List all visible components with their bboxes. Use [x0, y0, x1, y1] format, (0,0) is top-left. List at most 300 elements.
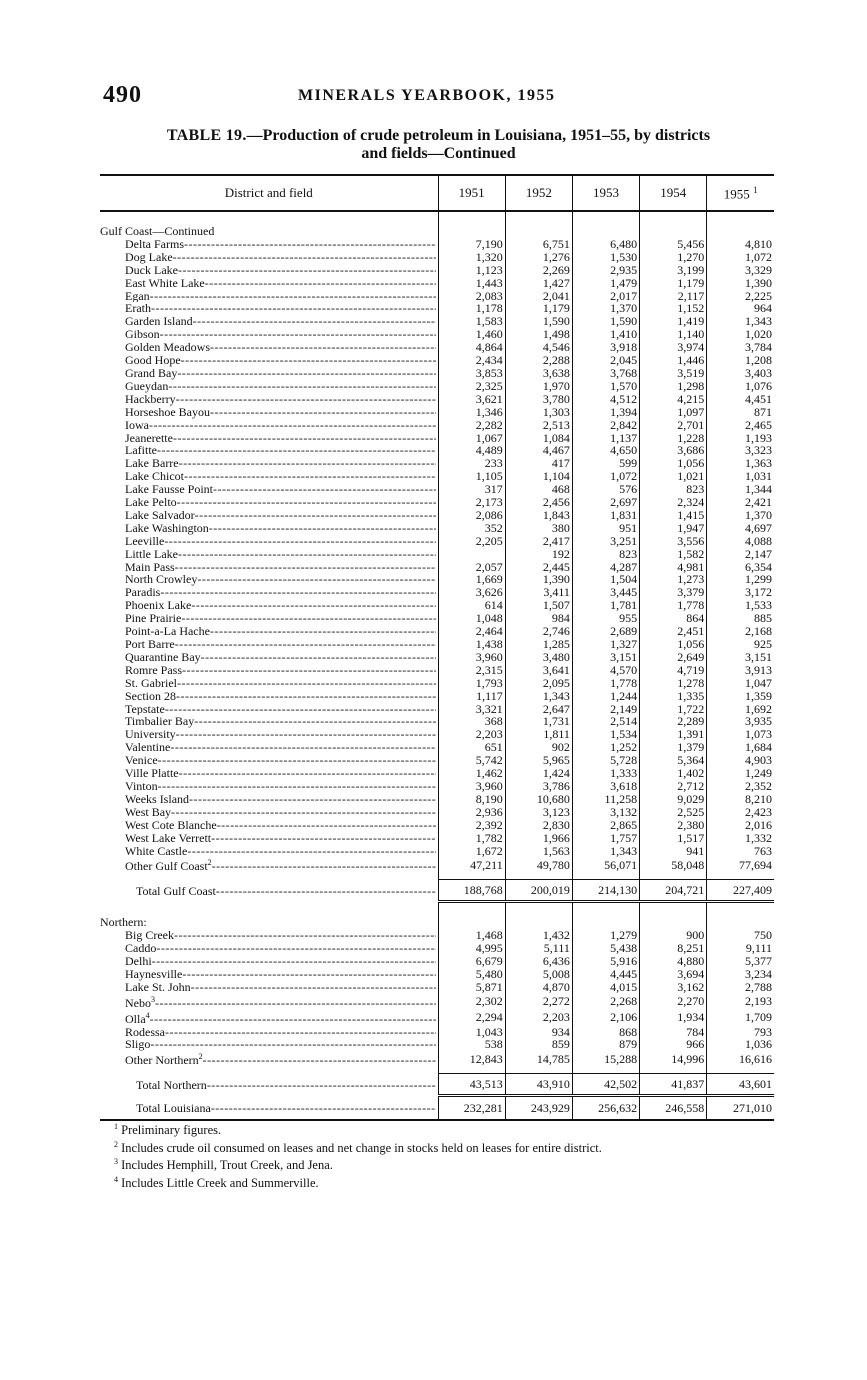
field-name: White Castle [125, 844, 188, 858]
value-cell: 3,403 [707, 367, 774, 380]
value-cell: 4,467 [505, 444, 572, 457]
field-name: Quarantine Bay [125, 650, 201, 664]
value-cell: 14,996 [640, 1051, 707, 1067]
value-cell: 2,380 [640, 819, 707, 832]
field-name: Sligo [125, 1038, 151, 1052]
table-row [100, 419, 774, 432]
field-cell [100, 845, 438, 858]
table-row [100, 341, 774, 354]
table-body [100, 211, 774, 1120]
value-cell: 1,462 [438, 767, 505, 780]
value-cell: 1,709 [707, 1010, 774, 1026]
value-cell: 1,390 [707, 277, 774, 290]
value-cell: 1,036 [707, 1038, 774, 1051]
value-cell: 3,379 [640, 586, 707, 599]
field-name: Tepstate [125, 702, 165, 716]
field-cell [100, 354, 438, 367]
field-name: University [125, 728, 176, 742]
value-cell: 2,325 [438, 380, 505, 393]
value-cell: 192 [505, 548, 572, 561]
field-cell [100, 780, 438, 793]
field-cell [100, 1038, 438, 1051]
value-cell: 3,321 [438, 703, 505, 716]
value-cell: 925 [707, 638, 774, 651]
field-name: Lake Fausse Point [125, 483, 213, 497]
value-cell: 15,288 [572, 1051, 639, 1067]
value-cell: 2,392 [438, 819, 505, 832]
value-cell: 2,746 [505, 625, 572, 638]
table-row [100, 942, 774, 955]
value-cell: 6,480 [572, 238, 639, 251]
value-cell: 951 [572, 522, 639, 535]
value-cell: 2,149 [572, 703, 639, 716]
value-cell: 1,934 [640, 1010, 707, 1026]
value-cell: 966 [640, 1038, 707, 1051]
value-cell: 2,417 [505, 535, 572, 548]
value-cell: 3,329 [707, 264, 774, 277]
value-cell: 864 [640, 612, 707, 625]
field-name: Romre Pass [125, 663, 182, 677]
value-cell: 5,965 [505, 754, 572, 767]
value-cell: 1,335 [640, 690, 707, 703]
table-row [100, 1096, 774, 1121]
value-cell: 4,650 [572, 444, 639, 457]
value-cell: 2,269 [505, 264, 572, 277]
field-cell [100, 251, 438, 264]
value-cell: 3,323 [707, 444, 774, 457]
value-cell: 3,172 [707, 586, 774, 599]
value-cell: 4,981 [640, 561, 707, 574]
field-cell [100, 586, 438, 599]
value-cell: 2,016 [707, 819, 774, 832]
field-name: Leeville [125, 534, 165, 548]
footnote [114, 1155, 602, 1173]
value-cell: 784 [640, 1026, 707, 1039]
value-cell: 256,632 [572, 1096, 639, 1121]
table-row [100, 1074, 774, 1096]
table-row [100, 457, 774, 470]
value-cell: 4,719 [640, 664, 707, 677]
value-cell: 823 [572, 548, 639, 561]
value-cell: 2,086 [438, 509, 505, 522]
value-cell: 12,843 [438, 1051, 505, 1067]
value-cell: 6,751 [505, 238, 572, 251]
value-cell: 1,320 [438, 251, 505, 264]
section-heading-row [100, 916, 774, 929]
value-cell: 3,786 [505, 780, 572, 793]
value-cell: 2,451 [640, 625, 707, 638]
header-year: 1954 [640, 175, 707, 211]
value-cell: 1,244 [572, 690, 639, 703]
field-cell [100, 728, 438, 741]
value-cell: 1,570 [572, 380, 639, 393]
field-cell [100, 968, 438, 981]
table-row [100, 444, 774, 457]
field-name: Egan [125, 289, 150, 303]
value-cell: 1,076 [707, 380, 774, 393]
table-row [100, 1051, 774, 1067]
value-cell: 4,810 [707, 238, 774, 251]
value-cell: 1,692 [707, 703, 774, 716]
table-row [100, 354, 774, 367]
field-name: North Crowley [125, 573, 198, 587]
field-name: Weeks Island [125, 792, 190, 806]
value-cell: 2,272 [505, 994, 572, 1010]
field-cell [100, 548, 438, 561]
footnote-text: Preliminary figures. [121, 1123, 222, 1138]
value-cell: 5,916 [572, 955, 639, 968]
value-cell: 1,778 [572, 677, 639, 690]
header-year: 1952 [505, 175, 572, 211]
value-cell: 1,427 [505, 277, 572, 290]
table-row [100, 994, 774, 1010]
value-cell: 3,621 [438, 393, 505, 406]
header-year-label: 1955 [723, 186, 750, 202]
field-name: Phoenix Lake [125, 599, 192, 613]
table-row [100, 522, 774, 535]
value-cell: 1,781 [572, 599, 639, 612]
header-row [100, 175, 774, 211]
field-cell [100, 981, 438, 994]
value-cell: 2,268 [572, 994, 639, 1010]
field-cell [100, 457, 438, 470]
value-cell: 380 [505, 522, 572, 535]
value-cell: 9,029 [640, 793, 707, 806]
field-name: Delhi [125, 955, 152, 968]
value-cell: 1,582 [640, 548, 707, 561]
table-row [100, 367, 774, 380]
field-name: Pine Prairie [125, 612, 182, 626]
value-cell: 3,151 [707, 651, 774, 664]
field-name: Total Louisiana [136, 1100, 211, 1115]
field-name: St. Gabriel [125, 676, 177, 690]
table-row [100, 638, 774, 651]
value-cell: 1,031 [707, 470, 774, 483]
value-cell: 1,327 [572, 638, 639, 651]
value-cell: 1,072 [707, 251, 774, 264]
field-name: Olla [125, 1011, 146, 1026]
value-cell: 43,601 [707, 1074, 774, 1096]
field-name: West Cote Blanche [125, 818, 217, 832]
value-cell: 1,043 [438, 1026, 505, 1039]
value-cell: 2,083 [438, 290, 505, 303]
field-cell [100, 341, 438, 354]
value-cell: 5,438 [572, 942, 639, 955]
value-cell: 2,095 [505, 677, 572, 690]
header-field: District and field [100, 175, 438, 211]
field-cell [100, 599, 438, 612]
value-cell: 3,132 [572, 806, 639, 819]
field-cell [100, 994, 438, 1010]
value-cell: 3,780 [505, 393, 572, 406]
footnote [114, 1138, 602, 1156]
value-cell: 1,390 [505, 573, 572, 586]
value-cell: 1,208 [707, 354, 774, 367]
value-cell: 3,234 [707, 968, 774, 981]
value-cell: 1,333 [572, 767, 639, 780]
value-cell: 2,203 [505, 1010, 572, 1026]
field-name: Lafitte [125, 444, 157, 458]
value-cell: 599 [572, 457, 639, 470]
value-cell: 1,020 [707, 328, 774, 341]
value-cell: 1,831 [572, 509, 639, 522]
value-cell: 1,590 [505, 315, 572, 328]
value-cell: 2,324 [640, 496, 707, 509]
value-cell: 8,190 [438, 793, 505, 806]
footnote-mark: 2 [114, 1139, 118, 1149]
footnote-mark: 4 [114, 1174, 118, 1184]
header-year: 1951 [438, 175, 505, 211]
value-cell: 1,344 [707, 483, 774, 496]
spacer-row [100, 902, 774, 917]
table-row [100, 264, 774, 277]
value-cell: 3,626 [438, 586, 505, 599]
footnote-text: Includes crude oil consumed on leases and net change in stocks held on leases for entire district. [121, 1140, 602, 1155]
value-cell: 5,728 [572, 754, 639, 767]
value-cell: 3,974 [640, 341, 707, 354]
value-cell: 2,842 [572, 419, 639, 432]
field-cell [100, 1026, 438, 1039]
running-head: MINERALS YEARBOOK, 1955 [298, 87, 556, 104]
value-cell: 6,679 [438, 955, 505, 968]
value-cell: 2,689 [572, 625, 639, 638]
value-cell: 232,281 [438, 1096, 505, 1121]
footnote-mark: 1 [753, 185, 758, 196]
field-cell [100, 264, 438, 277]
field-name: Total Gulf Coast [136, 883, 216, 898]
value-cell: 763 [707, 845, 774, 858]
field-cell [100, 1074, 438, 1096]
field-cell [100, 638, 438, 651]
value-cell: 4,512 [572, 393, 639, 406]
table-row [100, 599, 774, 612]
table-label: TABLE 19. [166, 127, 247, 144]
value-cell: 2,282 [438, 419, 505, 432]
value-cell: 1,048 [438, 612, 505, 625]
footnote-text: Includes Little Creek and Summerville. [121, 1175, 319, 1190]
field-cell [100, 651, 438, 664]
table-row [100, 929, 774, 942]
field-cell [100, 419, 438, 432]
value-cell: 43,910 [505, 1074, 572, 1096]
value-cell: 4,995 [438, 942, 505, 955]
table-title [103, 127, 774, 163]
value-cell: 868 [572, 1026, 639, 1039]
value-cell: 1,072 [572, 470, 639, 483]
value-cell: 204,721 [640, 880, 707, 902]
value-cell: 4,215 [640, 393, 707, 406]
value-cell: 1,056 [640, 638, 707, 651]
value-cell: 3,768 [572, 367, 639, 380]
field-cell [100, 819, 438, 832]
value-cell: 2,045 [572, 354, 639, 367]
value-cell: 42,502 [572, 1074, 639, 1096]
value-cell: 1,273 [640, 573, 707, 586]
field-cell [100, 857, 438, 873]
value-cell: 1,379 [640, 741, 707, 754]
field-name: Total Northern [136, 1077, 207, 1092]
field-cell [100, 496, 438, 509]
value-cell: 3,913 [707, 664, 774, 677]
value-cell: 468 [505, 483, 572, 496]
value-cell: 1,757 [572, 832, 639, 845]
field-cell [100, 703, 438, 716]
value-cell: 2,464 [438, 625, 505, 638]
value-cell: 1,583 [438, 315, 505, 328]
value-cell: 1,394 [572, 406, 639, 419]
value-cell: 2,270 [640, 994, 707, 1010]
value-cell: 16,616 [707, 1051, 774, 1067]
table-row [100, 806, 774, 819]
value-cell: 4,088 [707, 535, 774, 548]
field-name: Gibson [125, 328, 160, 342]
value-cell: 4,451 [707, 393, 774, 406]
value-cell: 1,590 [572, 315, 639, 328]
table-row [100, 880, 774, 902]
value-cell: 823 [640, 483, 707, 496]
field-cell [100, 929, 438, 942]
value-cell: 2,649 [640, 651, 707, 664]
value-cell: 1,731 [505, 715, 572, 728]
value-cell: 2,017 [572, 290, 639, 303]
value-cell: 1,047 [707, 677, 774, 690]
value-cell: 1,438 [438, 638, 505, 651]
value-cell: 1,722 [640, 703, 707, 716]
value-cell: 5,742 [438, 754, 505, 767]
value-cell: 1,507 [505, 599, 572, 612]
production-table [100, 174, 774, 1121]
value-cell: 750 [707, 929, 774, 942]
value-cell: 1,104 [505, 470, 572, 483]
value-cell: 2,294 [438, 1010, 505, 1026]
value-cell: 4,697 [707, 522, 774, 535]
field-cell [100, 793, 438, 806]
value-cell: 1,410 [572, 328, 639, 341]
field-cell [100, 754, 438, 767]
table-row [100, 651, 774, 664]
value-cell: 43,513 [438, 1074, 505, 1096]
field-name: Timbalier Bay [125, 715, 195, 729]
table-row [100, 625, 774, 638]
value-cell: 2,647 [505, 703, 572, 716]
value-cell: 2,514 [572, 715, 639, 728]
value-cell: 56,071 [572, 857, 639, 873]
value-cell: 1,343 [505, 690, 572, 703]
value-cell: 1,363 [707, 457, 774, 470]
value-cell: 417 [505, 457, 572, 470]
value-cell: 793 [707, 1026, 774, 1039]
value-cell: 1,067 [438, 432, 505, 445]
field-cell [100, 561, 438, 574]
value-cell: 2,465 [707, 419, 774, 432]
footnote-mark: 4 [145, 1010, 150, 1020]
value-cell: 227,409 [707, 880, 774, 902]
value-cell: 3,641 [505, 664, 572, 677]
value-cell: 1,303 [505, 406, 572, 419]
value-cell: 1,370 [572, 302, 639, 315]
value-cell: 2,935 [572, 264, 639, 277]
value-cell: 4,287 [572, 561, 639, 574]
table-row [100, 1026, 774, 1039]
value-cell: 3,123 [505, 806, 572, 819]
value-cell: 2,315 [438, 664, 505, 677]
footnotes [114, 1120, 602, 1190]
field-name: Venice [125, 754, 158, 768]
field-name: Iowa [125, 418, 149, 432]
value-cell: 1,228 [640, 432, 707, 445]
field-cell [100, 509, 438, 522]
field-name: Main Pass [125, 560, 175, 574]
value-cell: 5,008 [505, 968, 572, 981]
value-cell: 1,504 [572, 573, 639, 586]
value-cell: 1,276 [505, 251, 572, 264]
value-cell: 6,436 [505, 955, 572, 968]
value-cell: 5,480 [438, 968, 505, 981]
field-name: East White Lake [125, 276, 205, 290]
value-cell: 317 [438, 483, 505, 496]
field-cell [100, 238, 438, 251]
value-cell: 1,299 [707, 573, 774, 586]
value-cell: 271,010 [707, 1096, 774, 1121]
value-cell: 1,534 [572, 728, 639, 741]
value-cell: 3,411 [505, 586, 572, 599]
value-cell: 1,193 [707, 432, 774, 445]
value-cell: 2,865 [572, 819, 639, 832]
field-cell [100, 767, 438, 780]
value-cell: 5,364 [640, 754, 707, 767]
value-cell: 4,870 [505, 981, 572, 994]
value-cell: 2,225 [707, 290, 774, 303]
field-cell [100, 806, 438, 819]
table-row [100, 586, 774, 599]
field-cell [100, 942, 438, 955]
value-cell: 5,111 [505, 942, 572, 955]
value-cell: 3,480 [505, 651, 572, 664]
table-row [100, 664, 774, 677]
value-cell: 2,168 [707, 625, 774, 638]
value-cell: 2,525 [640, 806, 707, 819]
value-cell: 1,270 [640, 251, 707, 264]
value-cell: 3,199 [640, 264, 707, 277]
value-cell: 7,190 [438, 238, 505, 251]
spacer-row [100, 211, 774, 225]
value-cell: 538 [438, 1038, 505, 1051]
value-cell: 3,151 [572, 651, 639, 664]
value-cell: 2,288 [505, 354, 572, 367]
table-row [100, 470, 774, 483]
table-row [100, 780, 774, 793]
value-cell: 1,346 [438, 406, 505, 419]
value-cell: 1,966 [505, 832, 572, 845]
value-cell: 1,793 [438, 677, 505, 690]
field-cell [100, 612, 438, 625]
table-row [100, 793, 774, 806]
section-heading-row [100, 225, 774, 238]
field-name: West Bay [125, 805, 172, 819]
value-cell: 934 [505, 1026, 572, 1039]
footnote-mark: 3 [114, 1157, 118, 1167]
field-name: Duck Lake [125, 263, 178, 277]
value-cell: 964 [707, 302, 774, 315]
value-cell: 2,434 [438, 354, 505, 367]
section-heading: Northern: [100, 916, 147, 930]
footnote [114, 1120, 602, 1138]
field-cell [100, 1051, 438, 1067]
table-row [100, 728, 774, 741]
table-row [100, 1038, 774, 1051]
field-name: Lake Chicot [125, 470, 184, 484]
value-cell: 1,332 [707, 832, 774, 845]
